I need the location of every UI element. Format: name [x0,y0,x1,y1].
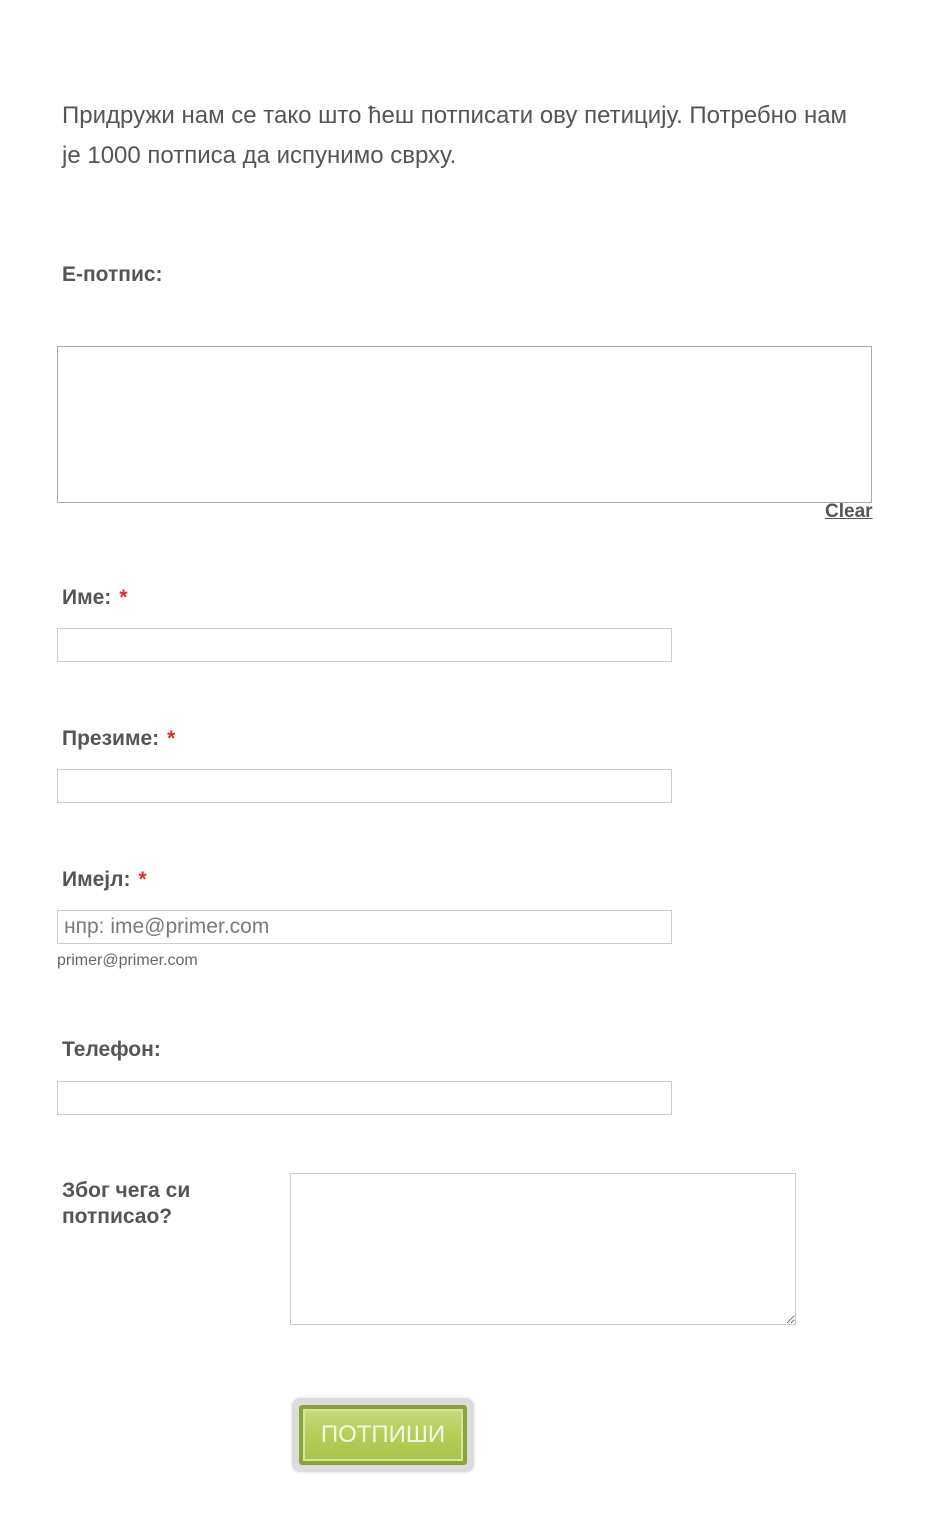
email-label [62,867,147,893]
last-name-label [62,726,175,752]
signature-label: Е-потпис: [62,263,163,286]
first-name-label-text: Име: [62,586,112,609]
submit-button[interactable]: ПОТПИШИ [299,1405,467,1465]
first-name-label [62,585,128,611]
phone-input[interactable] [57,1081,672,1115]
submit-button-frame [292,1398,474,1472]
required-mark: * [138,868,147,891]
reason-textarea[interactable] [290,1173,796,1325]
signature-pad[interactable] [57,346,872,503]
reason-label: Због чега си потписао? [62,1179,191,1228]
email-input[interactable] [57,910,672,944]
email-sublabel: primer@primer.com [57,952,198,969]
required-mark: * [119,586,128,609]
phone-label: Телефон: [62,1038,161,1061]
required-mark: * [167,727,176,750]
email-label-text: Имејл: [62,868,131,891]
last-name-input[interactable] [57,769,672,803]
first-name-input[interactable] [57,628,672,662]
clear-signature-link[interactable]: Clear [825,501,873,522]
intro-text: Придружи нам се тако што ћеш потписати ову петицију. Потребно нам је 1000 потписа да испунимо сврху. [62,102,848,169]
last-name-label-text: Презиме: [62,727,160,750]
